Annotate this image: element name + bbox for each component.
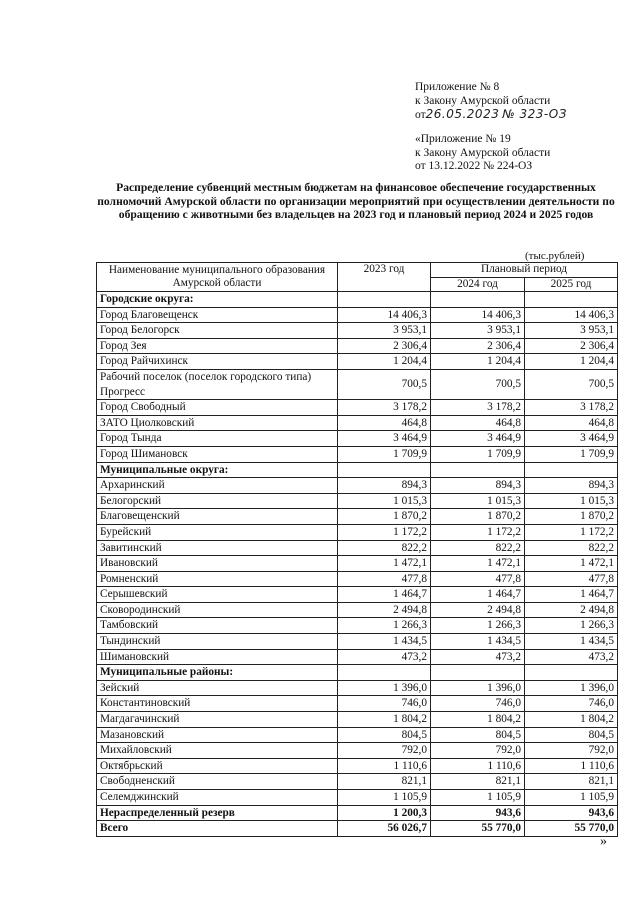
cell-2024: 14 406,3: [431, 307, 525, 323]
cell-name: Константиновский: [97, 696, 338, 712]
cell-2025: 1 015,3: [525, 493, 618, 509]
cell-2023: 2 494,8: [338, 602, 431, 618]
appendix-current-line3: [415, 108, 567, 123]
table-row: [97, 446, 618, 462]
cell-2023: 473,2: [338, 649, 431, 665]
cell-name: Город Благовещенск: [97, 307, 338, 323]
document-title: Распределение субвенций местным бюджетам на финансовое обеспечение государственных полномочий Амурской области по организации мероприятий при осуществлении деятельности по обращению с животными без владельцев на 2023 год и плановый период 2024 и 2025 годов: [97, 181, 615, 221]
cell-name: Городские округа:: [97, 292, 338, 308]
cell-2025: 1 472,1: [525, 556, 618, 572]
cell-empty: [525, 665, 618, 681]
cell-2023: 804,5: [338, 727, 431, 743]
cell-name: Город Белогорск: [97, 323, 338, 339]
cell-2025: 821,1: [525, 774, 618, 790]
cell-2023: 700,5: [338, 369, 431, 399]
cell-name: Зейский: [97, 680, 338, 696]
table-row: [97, 493, 618, 509]
cell-2024: 1 870,2: [431, 509, 525, 525]
cell-2024: 822,2: [431, 540, 525, 556]
appendix-current-date-prefix: от: [415, 109, 426, 121]
cell-2024: 821,1: [431, 774, 525, 790]
cell-name: Нераспределенный резерв: [97, 805, 338, 821]
table-row: [97, 571, 618, 587]
table-row: [97, 618, 618, 634]
cell-2023: 894,3: [338, 478, 431, 494]
header-2023: 2023 год: [338, 263, 431, 292]
cell-empty: [338, 292, 431, 308]
cell-name: Тындинский: [97, 634, 338, 650]
cell-2024: 1 266,3: [431, 618, 525, 634]
closing-quote: »: [600, 834, 607, 849]
cell-2023: 3 464,9: [338, 431, 431, 447]
cell-2025: 477,8: [525, 571, 618, 587]
cell-name: Город Шимановск: [97, 446, 338, 462]
cell-2025: 473,2: [525, 649, 618, 665]
table-row: [97, 680, 618, 696]
cell-2023: 1 709,9: [338, 446, 431, 462]
cell-2024: 1 172,2: [431, 524, 525, 540]
cell-2023: 1 396,0: [338, 680, 431, 696]
cell-name: Бурейский: [97, 524, 338, 540]
cell-2025: 2 494,8: [525, 602, 618, 618]
table-row: [97, 540, 618, 556]
cell-2025: 2 306,4: [525, 338, 618, 354]
table-row: [97, 805, 618, 821]
cell-empty: [338, 462, 431, 478]
table-row: [97, 821, 618, 837]
cell-2025: 822,2: [525, 540, 618, 556]
cell-name: Рабочий поселок (поселок городского типа) Прогресс: [97, 369, 338, 399]
cell-2025: 3 178,2: [525, 400, 618, 416]
header-2025: 2025 год: [525, 277, 618, 292]
appendix-previous-block: [415, 133, 550, 174]
header-2024: 2024 год: [431, 277, 525, 292]
cell-2024: 2 494,8: [431, 602, 525, 618]
cell-2023: 3 178,2: [338, 400, 431, 416]
cell-2023: 746,0: [338, 696, 431, 712]
table-row: [97, 323, 618, 339]
cell-2025: 1 709,9: [525, 446, 618, 462]
table-row: [97, 712, 618, 728]
table-row: [97, 602, 618, 618]
cell-2025: 1 396,0: [525, 680, 618, 696]
cell-2023: 1 266,3: [338, 618, 431, 634]
table-row: [97, 400, 618, 416]
cell-name: Белогорский: [97, 493, 338, 509]
cell-2024: 55 770,0: [431, 821, 525, 837]
cell-2023: 1 464,7: [338, 587, 431, 603]
cell-2024: 792,0: [431, 743, 525, 759]
cell-name: Октябрьский: [97, 758, 338, 774]
cell-2024: 1 709,9: [431, 446, 525, 462]
cell-2025: 1 434,5: [525, 634, 618, 650]
cell-name: Архаринский: [97, 478, 338, 494]
cell-2023: 1 472,1: [338, 556, 431, 572]
cell-2025: 1 110,6: [525, 758, 618, 774]
cell-2025: 464,8: [525, 415, 618, 431]
cell-2024: 943,6: [431, 805, 525, 821]
cell-name: Ивановский: [97, 556, 338, 572]
cell-name: Магдагачинский: [97, 712, 338, 728]
cell-2025: 1 105,9: [525, 790, 618, 806]
cell-2023: 822,2: [338, 540, 431, 556]
cell-name: Ромненский: [97, 571, 338, 587]
table-row: [97, 478, 618, 494]
table-row: [97, 307, 618, 323]
cell-2023: 1 204,4: [338, 354, 431, 370]
table-row: [97, 774, 618, 790]
appendix-current-line2: к Закону Амурской области: [415, 94, 551, 107]
cell-2023: 1 172,2: [338, 524, 431, 540]
table-row: [97, 369, 618, 399]
appendix-previous-line2: к Закону Амурской области: [415, 146, 551, 159]
cell-name: Всего: [97, 821, 338, 837]
cell-2025: 1 870,2: [525, 509, 618, 525]
cell-2023: 464,8: [338, 415, 431, 431]
cell-name: Муниципальные округа:: [97, 462, 338, 478]
cell-name: Мазановский: [97, 727, 338, 743]
cell-2025: 55 770,0: [525, 821, 618, 837]
cell-2025: 3 464,9: [525, 431, 618, 447]
cell-2025: 1 204,4: [525, 354, 618, 370]
cell-2025: 804,5: [525, 727, 618, 743]
cell-name: Тамбовский: [97, 618, 338, 634]
appendix-current-block: [415, 81, 567, 123]
cell-2024: 1 105,9: [431, 790, 525, 806]
cell-empty: [431, 665, 525, 681]
handwritten-number: № 323-ОЗ: [502, 107, 567, 121]
cell-2023: 1 804,2: [338, 712, 431, 728]
cell-name: Муниципальные районы:: [97, 665, 338, 681]
cell-empty: [525, 292, 618, 308]
cell-2024: 3 464,9: [431, 431, 525, 447]
table-row: [97, 431, 618, 447]
cell-name: Город Зея: [97, 338, 338, 354]
cell-2024: 3 178,2: [431, 400, 525, 416]
cell-name: Серышевский: [97, 587, 338, 603]
cell-name: Город Свободный: [97, 400, 338, 416]
units-label: (тыс.рублей): [525, 250, 585, 262]
cell-2024: 746,0: [431, 696, 525, 712]
cell-2023: 1 200,3: [338, 805, 431, 821]
cell-2023: 477,8: [338, 571, 431, 587]
cell-2024: 1 434,5: [431, 634, 525, 650]
table-row: [97, 556, 618, 572]
cell-empty: [525, 462, 618, 478]
cell-2024: 1 464,7: [431, 587, 525, 603]
cell-2025: 943,6: [525, 805, 618, 821]
cell-empty: [431, 462, 525, 478]
cell-2023: 1 434,5: [338, 634, 431, 650]
subsidy-table: [96, 262, 618, 837]
cell-name: Завитинский: [97, 540, 338, 556]
table-row: [97, 415, 618, 431]
cell-2024: 1 110,6: [431, 758, 525, 774]
cell-2024: 2 306,4: [431, 338, 525, 354]
cell-2024: 804,5: [431, 727, 525, 743]
table-row: [97, 727, 618, 743]
cell-2023: 1 870,2: [338, 509, 431, 525]
header-plan-period: Плановый период: [431, 263, 618, 278]
cell-2024: 3 953,1: [431, 323, 525, 339]
section-row: [97, 292, 618, 308]
cell-2024: 1 804,2: [431, 712, 525, 728]
cell-name: Михайловский: [97, 743, 338, 759]
table-row: [97, 649, 618, 665]
cell-2024: 473,2: [431, 649, 525, 665]
cell-name: Сковородинский: [97, 602, 338, 618]
cell-2025: 14 406,3: [525, 307, 618, 323]
cell-2025: 1 266,3: [525, 618, 618, 634]
cell-2023: 821,1: [338, 774, 431, 790]
cell-2023: 3 953,1: [338, 323, 431, 339]
cell-2023: 1 015,3: [338, 493, 431, 509]
cell-name: Благовещенский: [97, 509, 338, 525]
cell-2024: 477,8: [431, 571, 525, 587]
cell-name: Город Райчихинск: [97, 354, 338, 370]
cell-2023: 56 026,7: [338, 821, 431, 837]
cell-2025: 3 953,1: [525, 323, 618, 339]
table-row: [97, 524, 618, 540]
cell-empty: [431, 292, 525, 308]
table-row: [97, 743, 618, 759]
cell-name: Селемджинский: [97, 790, 338, 806]
cell-2025: 1 464,7: [525, 587, 618, 603]
cell-2024: 1 472,1: [431, 556, 525, 572]
table-row: [97, 634, 618, 650]
table-row: [97, 696, 618, 712]
cell-2025: 700,5: [525, 369, 618, 399]
section-row: [97, 462, 618, 478]
cell-2023: 792,0: [338, 743, 431, 759]
cell-2025: 894,3: [525, 478, 618, 494]
appendix-previous-line3: от 13.12.2022 № 224-ОЗ: [415, 160, 533, 172]
table-row: [97, 338, 618, 354]
appendix-current-line1: Приложение № 8: [415, 81, 500, 93]
cell-name: Город Тында: [97, 431, 338, 447]
appendix-previous-line1: «Приложение № 19: [415, 133, 511, 145]
cell-2025: 792,0: [525, 743, 618, 759]
cell-name: ЗАТО Циолковский: [97, 415, 338, 431]
table-row: [97, 509, 618, 525]
cell-2025: 1 804,2: [525, 712, 618, 728]
cell-2024: 1 015,3: [431, 493, 525, 509]
cell-name: Свободненский: [97, 774, 338, 790]
table-body: [97, 292, 618, 837]
cell-2024: 894,3: [431, 478, 525, 494]
cell-2024: 1 204,4: [431, 354, 525, 370]
handwritten-date: 26.05.2023: [425, 107, 500, 121]
table-row: [97, 587, 618, 603]
cell-2023: 1 105,9: [338, 790, 431, 806]
table-row: [97, 758, 618, 774]
cell-2023: 2 306,4: [338, 338, 431, 354]
cell-2023: 14 406,3: [338, 307, 431, 323]
cell-2025: 1 172,2: [525, 524, 618, 540]
cell-name: Шимановский: [97, 649, 338, 665]
table-row: [97, 790, 618, 806]
section-row: [97, 665, 618, 681]
cell-2023: 1 110,6: [338, 758, 431, 774]
cell-2024: 700,5: [431, 369, 525, 399]
header-name: Наименование муниципального образования Амурской области: [97, 263, 338, 292]
cell-2025: 746,0: [525, 696, 618, 712]
cell-2024: 1 396,0: [431, 680, 525, 696]
cell-2024: 464,8: [431, 415, 525, 431]
table-row: [97, 354, 618, 370]
cell-empty: [338, 665, 431, 681]
